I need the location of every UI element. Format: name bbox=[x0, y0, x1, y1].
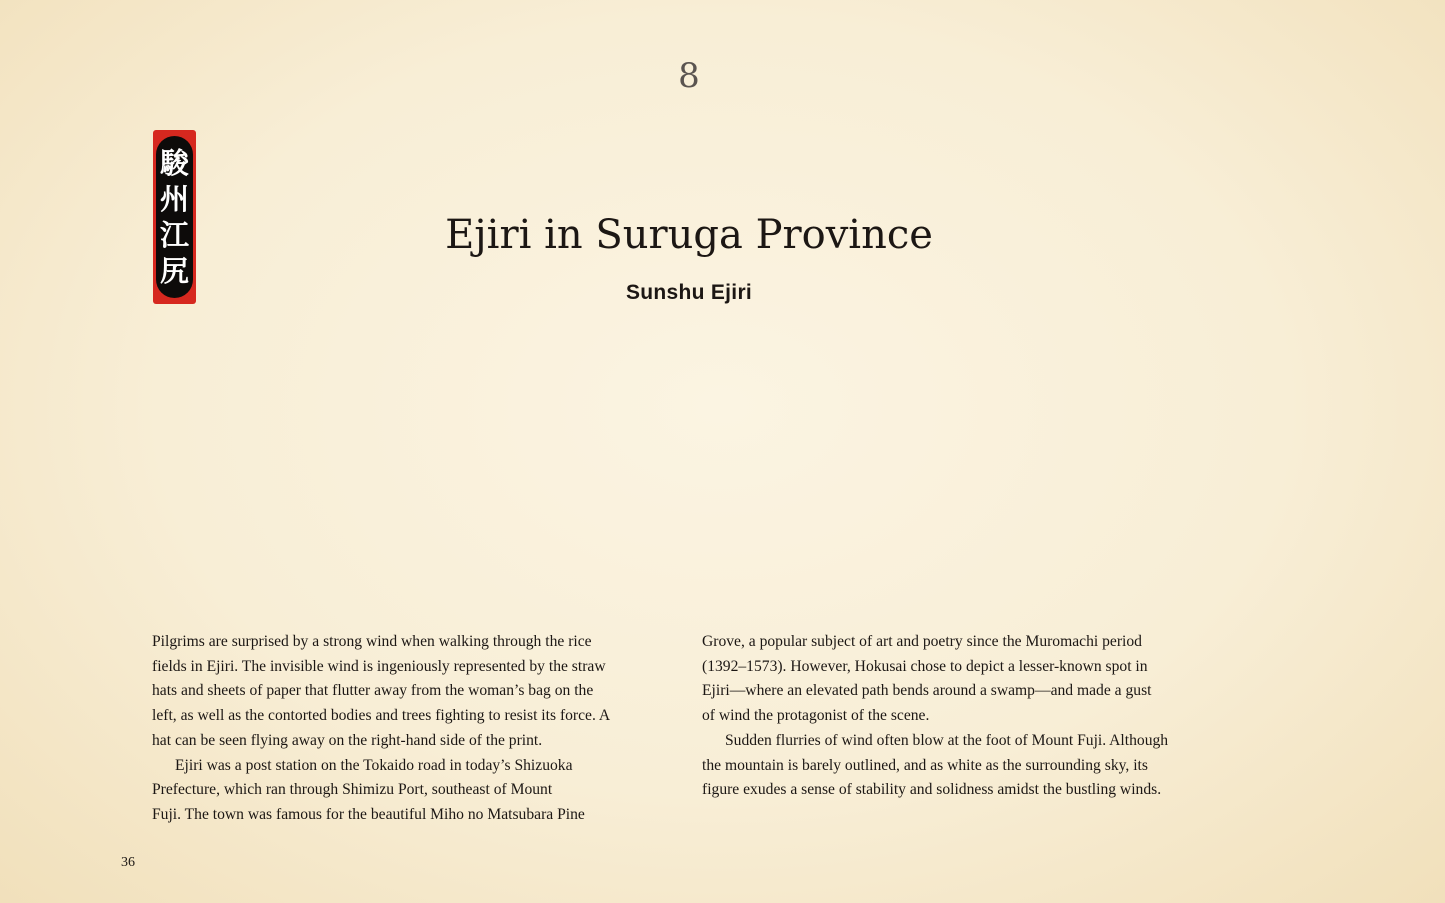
body-line: (1392–1573). However, Hokusai chose to depict a lesser-known spot in bbox=[702, 657, 1148, 675]
seal-character: 駿 bbox=[159, 146, 189, 180]
seal-character: 州 bbox=[159, 182, 189, 216]
seal-character: 尻 bbox=[159, 254, 189, 288]
page-number: 36 bbox=[121, 855, 135, 870]
body-line: Ejiri—where an elevated path bends around a swamp—and made a gust bbox=[702, 682, 1152, 700]
body-line: Grove, a popular subject of art and poetry since the Muromachi period bbox=[702, 633, 1142, 650]
body-line: Pilgrims are surprised by a strong wind when walking through the rice bbox=[152, 633, 592, 650]
body-column-right bbox=[702, 630, 1226, 803]
body-line: Ejiri was a post station on the Tokaido road in today’s Shizuoka bbox=[175, 756, 573, 774]
page-subtitle: Sunshu Ejiri bbox=[625, 281, 753, 304]
body-line: Fuji. The town was famous for the beautiful Miho no Matsubara Pine bbox=[152, 805, 585, 823]
body-line: fields in Ejiri. The invisible wind is ingeniously represented by the straw bbox=[152, 657, 606, 675]
body-line: left, as well as the contorted bodies and trees fighting to resist its force. A bbox=[152, 707, 611, 725]
body-line: hats and sheets of paper that flutter away from the woman’s bag on the bbox=[152, 682, 594, 700]
chapter-number: 8 bbox=[678, 56, 700, 96]
page-title: Ejiri in Suruga Province bbox=[445, 212, 933, 258]
body-line: the mountain is barely outlined, and as white as the surrounding sky, its bbox=[702, 756, 1148, 774]
body-line: Prefecture, which ran through Shimizu Port, southeast of Mount bbox=[152, 781, 553, 799]
seal-character: 江 bbox=[159, 218, 189, 252]
body-line: hat can be seen flying away on the right-hand side of the print. bbox=[152, 731, 543, 749]
body-line: Sudden flurries of wind often blow at the foot of Mount Fuji. Although bbox=[725, 731, 1169, 749]
body-column-left bbox=[152, 630, 674, 828]
body-line: of wind the protagonist of the scene. bbox=[702, 707, 930, 725]
body-line: figure exudes a sense of stability and solidness amidst the bustling winds. bbox=[702, 781, 1162, 799]
